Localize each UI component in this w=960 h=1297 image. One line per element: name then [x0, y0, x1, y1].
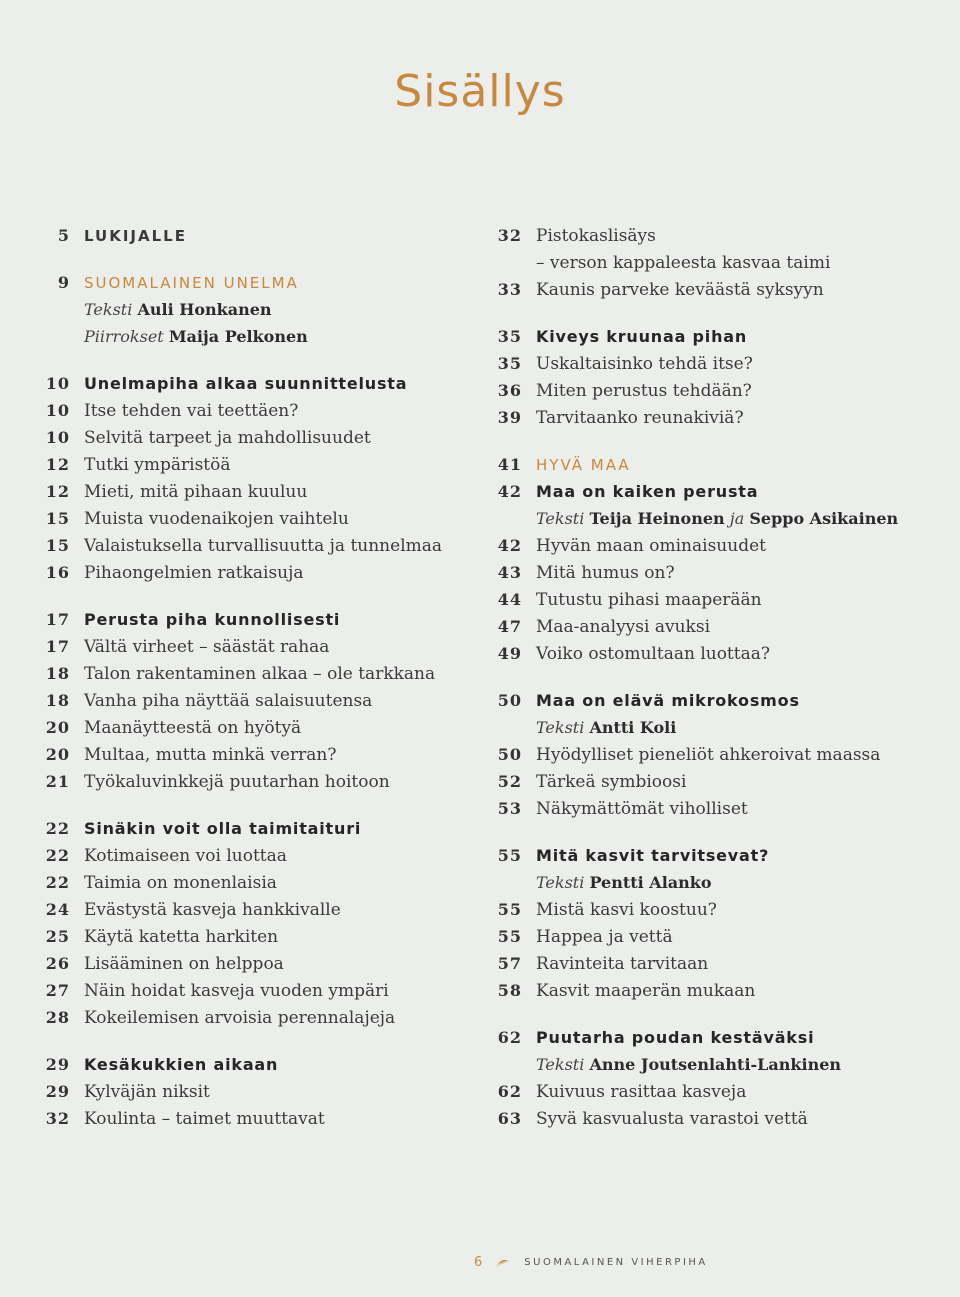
toc-item[interactable]: 16 Pihaongelmien ratkaisuja [45, 563, 304, 583]
toc-heading[interactable]: 42 Maa on kaiken perusta [497, 482, 759, 501]
page-footer [474, 1255, 708, 1270]
toc-item[interactable]: 26 Lisääminen on helppoa [45, 954, 284, 974]
toc-item[interactable]: 12 Tutki ympäristöä [45, 455, 231, 475]
toc-item[interactable]: 35 Uskaltaisinko tehdä itse? [497, 354, 753, 374]
toc-credit: Teksti Antti Koli [536, 718, 677, 737]
page-title: Sisällys [394, 66, 566, 117]
toc-item[interactable]: 21 Työkaluvinkkejä puutarhan hoitoon [45, 772, 390, 792]
toc-item[interactable]: 20 Maanäytteestä on hyötyä [45, 718, 302, 738]
toc-item[interactable]: 47 Maa-analyysi avuksi [497, 617, 711, 637]
toc-item[interactable]: 15 Valaistuksella turvallisuutta ja tunnelmaa [45, 536, 443, 556]
toc-credit: Piirrokset Maija Pelkonen [84, 327, 308, 346]
toc-item[interactable]: 18 Vanha piha näyttää salaisuutensa [45, 691, 373, 711]
toc-item[interactable]: 10 Selvitä tarpeet ja mahdollisuudet [45, 428, 371, 448]
toc-item[interactable]: 44 Tutustu pihasi maaperään [497, 590, 762, 610]
toc-item[interactable]: 22 Kotimaiseen voi luottaa [45, 846, 287, 866]
toc-item[interactable]: 27 Näin hoidat kasveja vuoden ympäri [45, 981, 389, 1001]
toc-item[interactable]: 55 Happea ja vettä [497, 927, 673, 947]
toc-item-continuation[interactable]: – verson kappaleesta kasvaa taimi [536, 253, 831, 273]
toc-credit: Teksti Pentti Alanko [536, 873, 712, 892]
toc-section[interactable]: 41 HYVÄ MAA [497, 455, 631, 474]
toc-item[interactable]: 22 Taimia on monenlaisia [45, 873, 277, 893]
toc-item[interactable]: 18 Talon rakentaminen alkaa – ole tarkkana [45, 664, 436, 684]
toc-item[interactable]: 58 Kasvit maaperän mukaan [497, 981, 756, 1001]
toc-item[interactable]: 63 Syvä kasvualusta varastoi vettä [497, 1109, 808, 1129]
toc-item[interactable]: 43 Mitä humus on? [497, 563, 675, 583]
toc-heading[interactable]: 10 Unelmapiha alkaa suunnittelusta [45, 374, 408, 393]
toc-item[interactable]: 39 Tarvitaanko reunakiviä? [497, 408, 744, 428]
toc-credit: Teksti Teija Heinonen ja Seppo Asikainen [536, 509, 899, 528]
toc-item[interactable]: 62 Kuivuus rasittaa kasveja [497, 1082, 747, 1102]
toc-item[interactable]: 55 Mistä kasvi koostuu? [497, 900, 717, 920]
page-number: 6 [474, 1255, 483, 1270]
toc-right-column [482, 226, 942, 1136]
toc-item[interactable]: 10 Itse tehden vai teettäen? [45, 401, 299, 421]
toc-item[interactable]: 42 Hyvän maan ominaisuudet [497, 536, 766, 556]
toc-item[interactable]: 53 Näkymättömät viholliset [497, 799, 748, 819]
toc-item[interactable]: 12 Mieti, mitä pihaan kuuluu [45, 482, 308, 502]
toc-item[interactable]: 49 Voiko ostomultaan luottaa? [497, 644, 770, 664]
toc-item[interactable]: 36 Miten perustus tehdään? [497, 381, 752, 401]
toc-left-column [30, 226, 450, 1136]
toc-heading[interactable]: 22 Sinäkin voit olla taimitaituri [45, 819, 362, 838]
toc-credit: Teksti Anne Joutsenlahti-Lankinen [536, 1055, 842, 1074]
toc-heading[interactable]: 62 Puutarha poudan kestäväksi [497, 1028, 815, 1047]
toc-section[interactable]: 9 SUOMALAINEN UNELMA [57, 273, 299, 292]
toc-item[interactable]: 52 Tärkeä symbioosi [497, 772, 687, 792]
toc-item[interactable]: 20 Multaa, mutta minkä verran? [45, 745, 337, 765]
toc-heading[interactable]: 50 Maa on elävä mikrokosmos [497, 691, 800, 710]
toc-item[interactable]: 25 Käytä katetta harkiten [45, 927, 279, 947]
toc-item[interactable]: 32 Koulinta – taimet muuttavat [45, 1109, 325, 1129]
toc-item[interactable]: 32 Pistokaslisäys [497, 226, 656, 246]
toc-heading[interactable]: 17 Perusta piha kunnollisesti [45, 610, 341, 629]
publication-name: SUOMALAINEN VIHERPIHA [524, 1257, 708, 1268]
toc-item[interactable]: 50 Hyödylliset pieneliöt ahkeroivat maassa [497, 745, 881, 765]
toc-heading[interactable]: 35 Kiveys kruunaa pihan [497, 327, 748, 346]
toc-item[interactable]: 17 Vältä virheet – säästät rahaa [45, 637, 330, 657]
toc-item[interactable]: 28 Kokeilemisen arvoisia perennalajeja [45, 1008, 396, 1028]
toc-heading[interactable]: 55 Mitä kasvit tarvitsevat? [497, 846, 770, 865]
toc-entry[interactable]: 5 LUKIJALLE [57, 226, 187, 245]
leaf-icon [496, 1258, 510, 1268]
toc-heading[interactable]: 29 Kesäkukkien aikaan [45, 1055, 279, 1074]
toc-item[interactable]: 33 Kaunis parveke keväästä syksyyn [497, 280, 824, 300]
toc-credit: Teksti Auli Honkanen [84, 300, 272, 319]
toc-item[interactable]: 15 Muista vuodenaikojen vaihtelu [45, 509, 349, 529]
toc-item[interactable]: 29 Kylväjän niksit [45, 1082, 210, 1102]
toc-item[interactable]: 57 Ravinteita tarvitaan [497, 954, 709, 974]
toc-item[interactable]: 24 Evästystä kasveja hankkivalle [45, 900, 341, 920]
